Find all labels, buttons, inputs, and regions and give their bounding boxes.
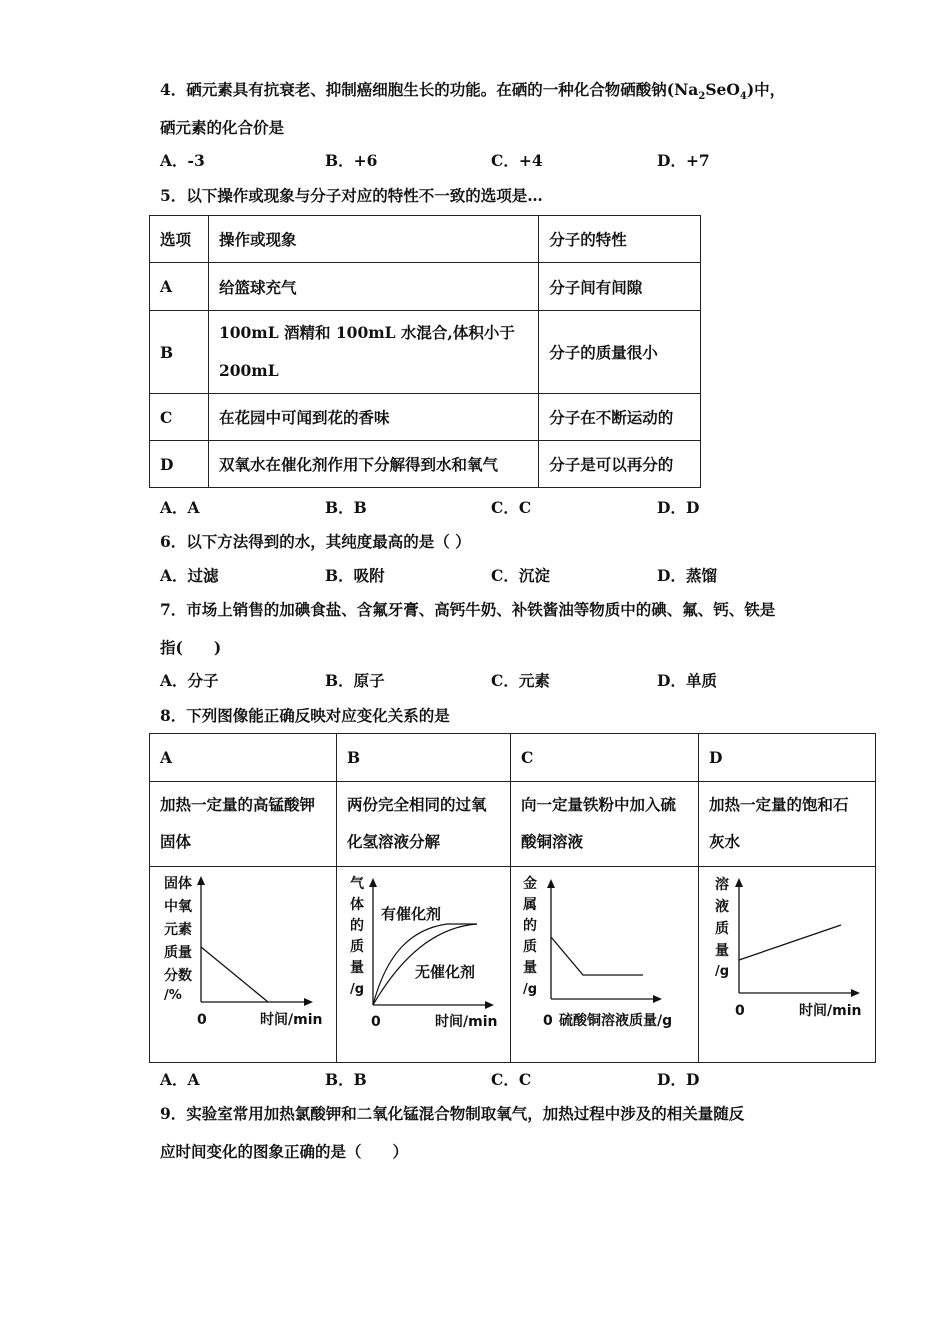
graph-a-x-arrow — [304, 998, 313, 1006]
q8-col-b-caption-line2: 化氢溶液分解 — [347, 832, 441, 851]
q5-header-option: 选项 — [150, 216, 209, 263]
q4-option-d[interactable]: D．+7 — [657, 151, 710, 170]
q8-option-d[interactable]: D．D — [657, 1070, 700, 1089]
q4-stem-line2: 硒元素的化合价是 — [160, 118, 285, 137]
graph-b-y-arrow — [369, 878, 377, 887]
q4-option-a[interactable]: A．-3 — [160, 151, 205, 170]
q5-table — [149, 215, 701, 488]
q4-stem-line1 — [160, 78, 785, 102]
q6-option-b[interactable]: B．吸附 — [325, 566, 385, 585]
graph-c-ylabel-3: 的 — [523, 918, 537, 934]
graph-d-y-arrow — [735, 878, 743, 887]
graph-c-xlabel: 硫酸铜溶液质量/g — [559, 1013, 673, 1029]
graph-b-ylabel-1: 气 — [350, 876, 364, 892]
graph-c-ylabel-1: 金 — [523, 876, 537, 892]
q4-sub2: 4 — [739, 91, 747, 103]
q8-col-a-letter: A — [150, 734, 337, 782]
q6-option-c[interactable]: C．沉淀 — [491, 566, 550, 585]
q5-stem: 5．以下操作或现象与分子对应的特性不一致的选项是… — [160, 186, 543, 205]
q8-stem: 8．下列图像能正确反映对应变化关系的是 — [160, 706, 450, 725]
q8-col-a-caption-line2: 固体 — [160, 832, 192, 851]
graph-d-ylabel-5: /g — [715, 964, 730, 979]
graph-b-curve2-label: 无催化剂 — [415, 963, 476, 981]
graph-d-ylabel-2: 液 — [715, 899, 729, 915]
q8-graph-b — [337, 867, 510, 1062]
q5-row-c-operation: 在花园中可闻到花的香味 — [208, 394, 538, 441]
q8-col-b-caption-line1: 两份完全相同的过氧 — [347, 795, 487, 814]
q7-stem-line2: 指( ) — [160, 638, 222, 657]
graph-b-x-arrow — [485, 1001, 494, 1009]
q9-stem-line2: 应时间变化的图象正确的是（ ） — [160, 1142, 409, 1161]
q8-graph-d-cell — [699, 867, 876, 1063]
graph-a-ylabel-3: 元素 — [164, 922, 192, 938]
graph-d-ylabel-4: 量 — [715, 943, 729, 959]
q5-row-d-operation: 双氧水在催化剂作用下分解得到水和氧气 — [208, 441, 538, 488]
q4-text-b: SeO — [705, 80, 740, 99]
graph-d-xlabel: 时间/min — [799, 1003, 862, 1019]
graph-c-ylabel-4: 质 — [523, 939, 537, 955]
graph-d-ylabel-3: 质 — [715, 921, 729, 937]
q8-graph-c — [511, 867, 698, 1062]
q8-col-c-caption-line1: 向一定量铁粉中加入硫 — [521, 795, 677, 814]
graph-c-ylabel-2: 属 — [523, 897, 537, 913]
graph-a-ylabel-6: /% — [164, 988, 182, 1003]
q8-option-a[interactable]: A．A — [160, 1070, 200, 1089]
q8-col-b-letter: B — [337, 734, 511, 782]
q8-graph-a-cell — [150, 867, 337, 1063]
graph-b-curve1-label: 有催化剂 — [381, 905, 442, 923]
graph-b-origin: 0 — [371, 1014, 381, 1030]
q8-col-c-caption — [511, 782, 699, 867]
q5-option-c[interactable]: C．C — [491, 498, 532, 517]
q8-table — [149, 733, 876, 1063]
q7-stem-line1: 7．市场上销售的加碘食盐、含氟牙膏、高钙牛奶、补铁酱油等物质中的碘、氟、钙、铁是 — [160, 600, 776, 619]
q5-row-a-option: A — [150, 263, 209, 311]
q8-col-d-caption — [699, 782, 876, 867]
q4-text-c: )中， — [746, 80, 786, 99]
q5-row-b-operation — [208, 311, 538, 394]
q5-header-property: 分子的特性 — [539, 216, 701, 263]
graph-a-curve — [201, 947, 268, 1002]
graph-c-x-arrow — [653, 995, 662, 1003]
graph-b-ylabel-4: 质 — [350, 939, 364, 955]
graph-c-y-arrow — [547, 879, 555, 888]
q5-option-b[interactable]: B．B — [325, 498, 367, 517]
graph-d-origin: 0 — [735, 1003, 745, 1019]
q5-row-a-operation: 给篮球充气 — [208, 263, 538, 311]
q8-option-b[interactable]: B．B — [325, 1070, 367, 1089]
graph-b-ylabel-2: 体 — [350, 897, 364, 913]
graph-a-ylabel-5: 分数 — [164, 968, 192, 984]
q5-row-c-option: C — [150, 394, 209, 441]
q8-graph-a — [150, 867, 336, 1062]
q8-option-c[interactable]: C．C — [491, 1070, 532, 1089]
q4-text-a: 4．硒元素具有抗衰老、抑制癌细胞生长的功能。在硒的一种化合物硒酸钠(Na — [160, 80, 699, 99]
q4-option-b[interactable]: B．+6 — [325, 151, 378, 170]
graph-c-curve — [551, 937, 643, 975]
q5-row-b-operation-line1: 100mL 酒精和 100mL 水混合,体积小于 — [218, 323, 515, 342]
q8-graph-b-cell — [337, 867, 511, 1063]
graph-c-origin: 0 — [543, 1013, 553, 1029]
q5-row-d-property: 分子是可以再分的 — [539, 441, 701, 488]
graph-d-x-arrow — [851, 989, 860, 997]
q8-col-c-caption-line2: 酸铜溶液 — [521, 832, 584, 851]
graph-b-ylabel-6: /g — [350, 982, 365, 997]
q7-option-a[interactable]: A．分子 — [160, 671, 219, 690]
q8-graph-c-cell — [511, 867, 699, 1063]
q4-sub1: 2 — [698, 91, 706, 103]
graph-a-y-arrow — [197, 876, 205, 885]
q5-row-b-operation-line2: 200mL — [218, 361, 279, 380]
graph-a-xlabel: 时间/min — [260, 1012, 323, 1028]
q8-col-c-letter: C — [511, 734, 699, 782]
q5-row-c-property: 分子在不断运动的 — [539, 394, 701, 441]
q5-option-a[interactable]: A．A — [160, 498, 200, 517]
q4-option-c[interactable]: C．+4 — [491, 151, 543, 170]
q8-col-d-letter: D — [699, 734, 876, 782]
graph-b-ylabel-3: 的 — [350, 918, 364, 934]
q8-col-d-caption-line1: 加热一定量的饱和石 — [709, 795, 849, 814]
q6-option-a[interactable]: A．过滤 — [160, 566, 219, 585]
q7-option-d[interactable]: D．单质 — [657, 671, 717, 690]
graph-a-origin: 0 — [197, 1012, 207, 1028]
q9-stem-line1: 9．实验室常用加热氯酸钾和二氧化锰混合物制取氧气，加热过程中涉及的相关量随反 — [160, 1104, 745, 1123]
q8-col-b-caption — [337, 782, 511, 867]
graph-a-ylabel-2: 中氧 — [164, 899, 192, 915]
q7-option-c[interactable]: C．元素 — [491, 671, 550, 690]
graph-b-ylabel-5: 量 — [350, 960, 364, 976]
q5-row-b-property: 分子的质量很小 — [539, 311, 701, 394]
graph-d-ylabel-1: 溶 — [715, 877, 729, 893]
q6-option-d[interactable]: D．蒸馏 — [657, 566, 717, 585]
q5-row-d-option: D — [150, 441, 209, 488]
q5-option-d[interactable]: D．D — [657, 498, 700, 517]
q8-col-d-caption-line2: 灰水 — [709, 832, 741, 851]
q8-graph-d — [699, 867, 875, 1062]
graph-c-ylabel-5: 量 — [523, 960, 537, 976]
q5-row-a-property: 分子间有间隙 — [539, 263, 701, 311]
q5-header-operation: 操作或现象 — [208, 216, 538, 263]
graph-c-ylabel-6: /g — [523, 982, 538, 997]
graph-d-curve — [739, 925, 841, 960]
q5-row-b-option: B — [150, 311, 209, 394]
q8-col-a-caption — [150, 782, 337, 867]
q6-stem: 6．以下方法得到的水，其纯度最高的是（ ） — [160, 532, 471, 551]
graph-a-ylabel-4: 质量 — [164, 945, 192, 961]
q8-col-a-caption-line1: 加热一定量的高锰酸钾 — [160, 795, 316, 814]
graph-a-ylabel-1: 固体 — [164, 876, 192, 892]
q7-option-b[interactable]: B．原子 — [325, 671, 385, 690]
graph-b-xlabel: 时间/min — [435, 1014, 498, 1030]
